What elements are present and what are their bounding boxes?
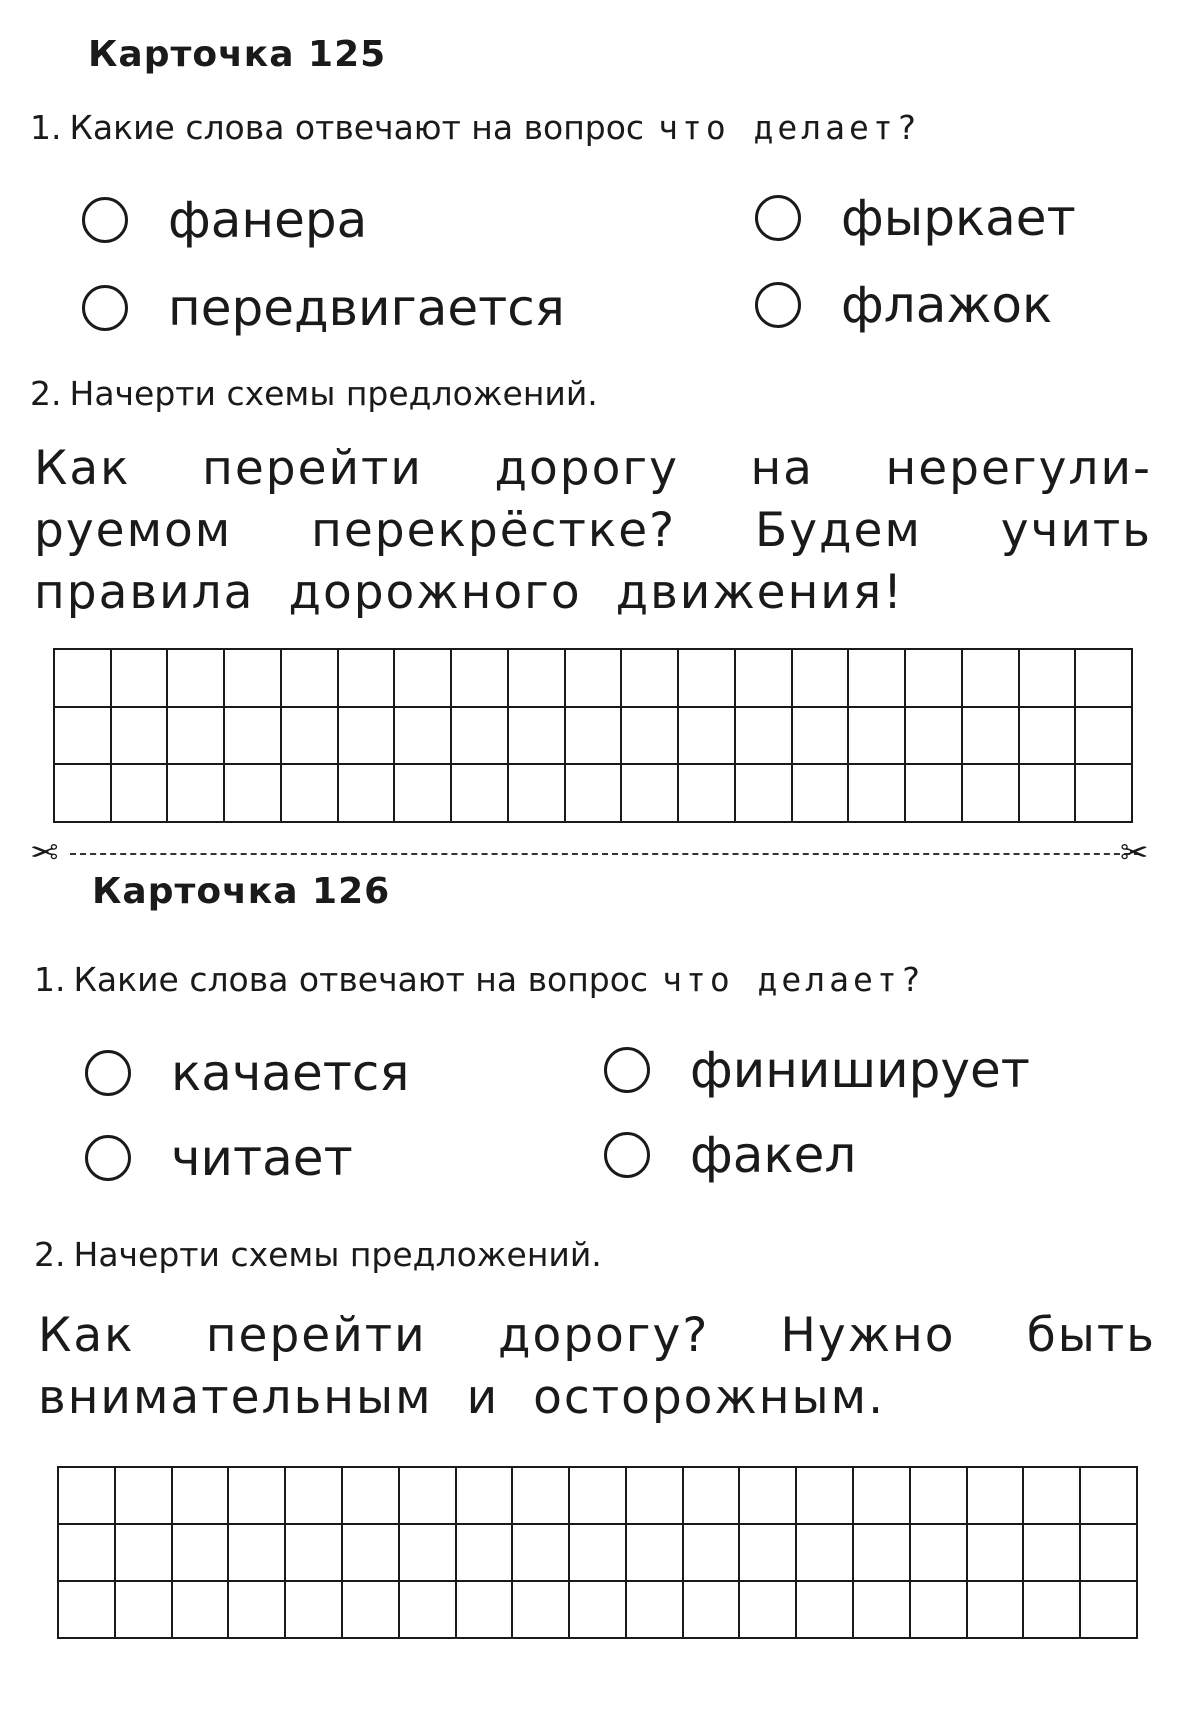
- sentence-line: [34, 562, 1152, 624]
- grid-cell[interactable]: [1076, 708, 1133, 766]
- grid-cell[interactable]: [116, 1525, 173, 1582]
- grid-cell[interactable]: [168, 708, 225, 766]
- card-126-task-1: [34, 960, 925, 999]
- grid-cell[interactable]: [968, 1582, 1025, 1639]
- grid-cell[interactable]: [797, 1582, 854, 1639]
- sentence-line: [34, 438, 1152, 500]
- grid-cell[interactable]: [570, 1582, 627, 1639]
- option-item[interactable]: [85, 1129, 353, 1187]
- task-number: 1.: [34, 960, 66, 999]
- grid-cell[interactable]: [1020, 650, 1077, 708]
- grid-cell[interactable]: [740, 1525, 797, 1582]
- option-item[interactable]: [604, 1126, 857, 1184]
- task-text: Начерти схемы предложений.: [73, 1235, 602, 1274]
- option-item[interactable]: [85, 1044, 410, 1102]
- option-word: фыркает: [841, 189, 1076, 247]
- grid-cell[interactable]: [59, 1525, 116, 1582]
- grid-cell[interactable]: [400, 1525, 457, 1582]
- grid-cell[interactable]: [566, 708, 623, 766]
- grid-cell[interactable]: [679, 708, 736, 766]
- grid-cell[interactable]: [173, 1582, 230, 1639]
- grid-cell[interactable]: [112, 650, 169, 708]
- grid-cell[interactable]: [627, 1525, 684, 1582]
- card-125-answer-grid[interactable]: [53, 648, 1133, 823]
- grid-cell[interactable]: [286, 1582, 343, 1639]
- grid-cell[interactable]: [59, 1582, 116, 1639]
- grid-cell[interactable]: [963, 765, 1020, 823]
- answer-circle[interactable]: [755, 195, 801, 241]
- grid-cell[interactable]: [1076, 765, 1133, 823]
- word: быть: [1026, 1308, 1156, 1363]
- option-word: фанера: [168, 191, 368, 249]
- grid-cell[interactable]: [968, 1468, 1025, 1525]
- option-word: финиширует: [690, 1041, 1030, 1099]
- grid-cell[interactable]: [736, 765, 793, 823]
- grid-cell[interactable]: [566, 765, 623, 823]
- grid-cell[interactable]: [906, 765, 963, 823]
- scissors-icon: ✂: [1120, 833, 1149, 873]
- option-item[interactable]: [82, 191, 368, 249]
- grid-cell[interactable]: [684, 1468, 741, 1525]
- answer-circle[interactable]: [85, 1135, 131, 1181]
- card-126-task-2: [34, 1235, 602, 1274]
- scissors-icon: ✂: [30, 833, 59, 873]
- grid-cell[interactable]: [1076, 650, 1133, 708]
- grid-cell[interactable]: [400, 1468, 457, 1525]
- grid-cell[interactable]: [627, 1582, 684, 1639]
- task-question: что делает?: [662, 960, 925, 999]
- word: перейти: [205, 1308, 427, 1363]
- grid-cell[interactable]: [570, 1525, 627, 1582]
- option-word: факел: [690, 1126, 857, 1184]
- grid-cell[interactable]: [112, 765, 169, 823]
- grid-cell[interactable]: [225, 708, 282, 766]
- grid-cell[interactable]: [740, 1582, 797, 1639]
- grid-cell[interactable]: [59, 1468, 116, 1525]
- grid-cell[interactable]: [849, 708, 906, 766]
- answer-circle[interactable]: [85, 1050, 131, 1096]
- word: дорогу?: [497, 1308, 710, 1363]
- card-126-title: Карточка 126: [92, 871, 391, 912]
- grid-cell[interactable]: [339, 708, 396, 766]
- word: осторожным.: [533, 1370, 886, 1425]
- grid-cell[interactable]: [854, 1468, 911, 1525]
- grid-cell[interactable]: [339, 650, 396, 708]
- grid-cell[interactable]: [457, 1582, 514, 1639]
- sentence-line: [38, 1305, 1156, 1367]
- word: Будем: [754, 503, 922, 558]
- grid-cell[interactable]: [793, 765, 850, 823]
- grid-cell[interactable]: [225, 765, 282, 823]
- task-text: Начерти схемы предложений.: [69, 374, 598, 413]
- grid-cell[interactable]: [963, 708, 1020, 766]
- grid-cell[interactable]: [797, 1525, 854, 1582]
- sentence-line: [34, 500, 1152, 562]
- grid-cell[interactable]: [509, 708, 566, 766]
- grid-cell[interactable]: [797, 1468, 854, 1525]
- grid-cell[interactable]: [457, 1525, 514, 1582]
- grid-cell[interactable]: [229, 1525, 286, 1582]
- task-text: Какие слова отвечают на вопрос: [73, 960, 649, 999]
- grid-cell[interactable]: [395, 765, 452, 823]
- grid-cell[interactable]: [1081, 1525, 1138, 1582]
- word: перейти: [202, 441, 423, 496]
- answer-circle[interactable]: [755, 282, 801, 328]
- card-126-answer-grid[interactable]: [57, 1466, 1138, 1639]
- word: правила: [34, 565, 255, 620]
- grid-cell[interactable]: [173, 1468, 230, 1525]
- grid-cell[interactable]: [849, 765, 906, 823]
- grid-cell[interactable]: [793, 708, 850, 766]
- answer-circle[interactable]: [82, 197, 128, 243]
- grid-cell[interactable]: [452, 650, 509, 708]
- grid-cell[interactable]: [339, 765, 396, 823]
- grid-cell[interactable]: [906, 708, 963, 766]
- option-item[interactable]: [82, 279, 565, 337]
- grid-cell[interactable]: [282, 708, 339, 766]
- grid-cell[interactable]: [452, 765, 509, 823]
- word: дорожного: [288, 565, 582, 620]
- grid-cell[interactable]: [684, 1582, 741, 1639]
- option-word: читает: [171, 1129, 353, 1187]
- grid-cell[interactable]: [513, 1468, 570, 1525]
- grid-cell[interactable]: [509, 765, 566, 823]
- task-text: Какие слова отвечают на вопрос: [69, 108, 645, 147]
- grid-cell[interactable]: [116, 1582, 173, 1639]
- grid-cell[interactable]: [343, 1582, 400, 1639]
- grid-cell[interactable]: [911, 1468, 968, 1525]
- grid-cell[interactable]: [679, 765, 736, 823]
- answer-circle[interactable]: [604, 1132, 650, 1178]
- grid-cell[interactable]: [1024, 1582, 1081, 1639]
- grid-cell[interactable]: [963, 650, 1020, 708]
- grid-cell[interactable]: [906, 650, 963, 708]
- grid-cell[interactable]: [452, 708, 509, 766]
- option-item[interactable]: [755, 189, 1076, 247]
- grid-cell[interactable]: [395, 708, 452, 766]
- word: Как: [38, 1308, 135, 1363]
- grid-cell[interactable]: [395, 650, 452, 708]
- answer-circle[interactable]: [82, 285, 128, 331]
- grid-cell[interactable]: [627, 1468, 684, 1525]
- grid-cell[interactable]: [911, 1582, 968, 1639]
- grid-cell[interactable]: [229, 1468, 286, 1525]
- grid-cell[interactable]: [168, 765, 225, 823]
- grid-cell[interactable]: [286, 1468, 343, 1525]
- grid-cell[interactable]: [1020, 765, 1077, 823]
- grid-cell[interactable]: [679, 650, 736, 708]
- grid-cell[interactable]: [854, 1525, 911, 1582]
- grid-cell[interactable]: [286, 1525, 343, 1582]
- option-word: качается: [171, 1044, 410, 1102]
- grid-cell[interactable]: [566, 650, 623, 708]
- word: Нужно: [780, 1308, 956, 1363]
- word: Как: [34, 441, 131, 496]
- option-item[interactable]: [755, 276, 1053, 334]
- grid-cell[interactable]: [509, 650, 566, 708]
- card-125-task-1: [30, 108, 921, 147]
- grid-cell[interactable]: [740, 1468, 797, 1525]
- grid-cell[interactable]: [513, 1525, 570, 1582]
- word: учить: [1000, 503, 1152, 558]
- grid-cell[interactable]: [168, 650, 225, 708]
- task-number: 1.: [30, 108, 62, 147]
- grid-cell[interactable]: [793, 650, 850, 708]
- grid-cell[interactable]: [513, 1582, 570, 1639]
- grid-cell[interactable]: [1024, 1525, 1081, 1582]
- grid-cell[interactable]: [225, 650, 282, 708]
- card-125-sentence: [34, 438, 1152, 624]
- sentence-line: [38, 1367, 1156, 1429]
- grid-cell[interactable]: [911, 1525, 968, 1582]
- card-126-sentence: [38, 1305, 1156, 1429]
- grid-cell[interactable]: [1024, 1468, 1081, 1525]
- grid-cell[interactable]: [112, 708, 169, 766]
- card-125-title: Карточка 125: [88, 34, 387, 75]
- grid-cell[interactable]: [684, 1525, 741, 1582]
- grid-cell[interactable]: [854, 1582, 911, 1639]
- option-word: передвигается: [168, 279, 565, 337]
- grid-cell[interactable]: [55, 650, 112, 708]
- word: на: [750, 441, 814, 496]
- option-word: флажок: [841, 276, 1053, 334]
- grid-cell[interactable]: [622, 708, 679, 766]
- grid-cell[interactable]: [570, 1468, 627, 1525]
- card-125-task-2: [30, 374, 598, 413]
- grid-cell[interactable]: [968, 1525, 1025, 1582]
- grid-cell[interactable]: [622, 650, 679, 708]
- word: руемом: [34, 503, 233, 558]
- word: и: [466, 1370, 500, 1425]
- grid-cell[interactable]: [622, 765, 679, 823]
- word: дорогу: [494, 441, 679, 496]
- grid-cell[interactable]: [229, 1582, 286, 1639]
- task-question: что делает?: [658, 108, 921, 147]
- grid-cell[interactable]: [173, 1525, 230, 1582]
- grid-cell[interactable]: [343, 1468, 400, 1525]
- cut-line: [70, 853, 1140, 855]
- grid-cell[interactable]: [55, 708, 112, 766]
- word: нерегули-: [885, 441, 1152, 496]
- grid-cell[interactable]: [457, 1468, 514, 1525]
- word: внимательным: [38, 1370, 433, 1425]
- grid-cell[interactable]: [55, 765, 112, 823]
- grid-cell[interactable]: [400, 1582, 457, 1639]
- grid-cell[interactable]: [1081, 1582, 1138, 1639]
- grid-cell[interactable]: [736, 650, 793, 708]
- grid-cell[interactable]: [736, 708, 793, 766]
- grid-cell[interactable]: [1020, 708, 1077, 766]
- grid-cell[interactable]: [282, 765, 339, 823]
- grid-cell[interactable]: [849, 650, 906, 708]
- word: движения!: [615, 565, 904, 620]
- grid-cell[interactable]: [343, 1525, 400, 1582]
- answer-circle[interactable]: [604, 1047, 650, 1093]
- word: перекрёстке?: [311, 503, 677, 558]
- option-item[interactable]: [604, 1041, 1030, 1099]
- task-number: 2.: [30, 374, 62, 413]
- task-number: 2.: [34, 1235, 66, 1274]
- grid-cell[interactable]: [116, 1468, 173, 1525]
- grid-cell[interactable]: [1081, 1468, 1138, 1525]
- grid-cell[interactable]: [282, 650, 339, 708]
